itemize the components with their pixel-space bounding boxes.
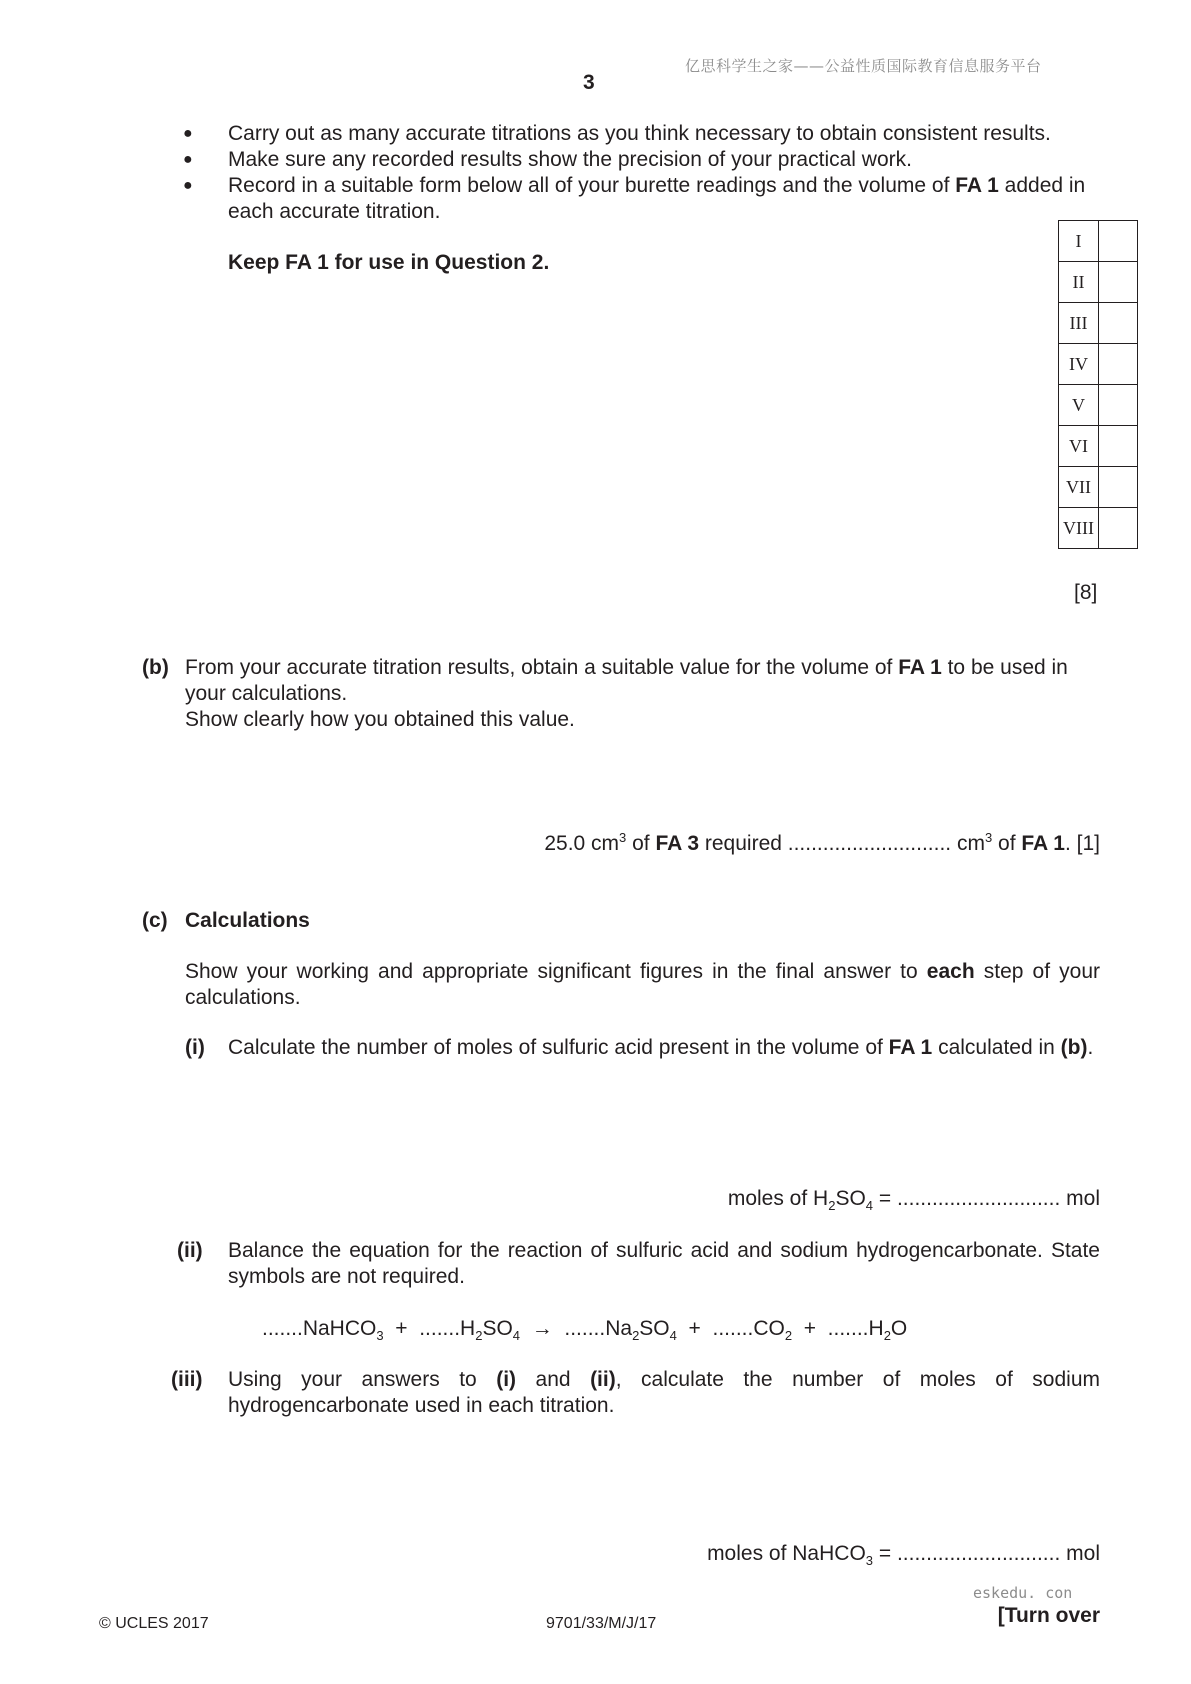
question-text: . [1087, 1036, 1094, 1059]
instruction-list [183, 121, 1103, 225]
fa1-term: FA 1 [955, 174, 999, 197]
subscript: 3 [865, 1553, 874, 1568]
question-text: , calculate the number of moles of sodium hydrogencarbonate used in each titration. [228, 1368, 1100, 1417]
footer-copyright: © UCLES 2017 [99, 1615, 209, 1632]
part-c-label: (c) [142, 909, 168, 932]
part-c-ii-label: (ii) [177, 1239, 203, 1262]
instruction-text: added in each accurate titration. [228, 174, 1086, 223]
bullet-icon: ● [183, 177, 193, 194]
part-b-line-2: Show clearly how you obtained this value. [185, 708, 575, 731]
turn-over-note: [Turn over [997, 1604, 1100, 1627]
arrow-icon: → [520, 1317, 565, 1340]
fa1-term: FA 1 [1021, 832, 1065, 855]
balance-equation [262, 1316, 907, 1342]
mark-grid-label: VII [1059, 467, 1099, 508]
part-b-label: (b) [142, 656, 169, 679]
list-item [183, 147, 1103, 173]
part-c-title: Calculations [185, 909, 310, 932]
mark-grid-label: V [1059, 385, 1099, 426]
answer-blank[interactable]: = ............................ mol [873, 1187, 1100, 1210]
subscript: 2 [475, 1328, 483, 1343]
mark-grid-box [1099, 262, 1138, 303]
answer-text: of [992, 832, 1022, 855]
mark-grid-box [1099, 508, 1138, 549]
answer-blank[interactable]: = ............................ mol [873, 1542, 1100, 1565]
bullet-icon: ● [183, 125, 193, 142]
intro-text: Show your working and appropriate significant figures in the final answer to [185, 960, 927, 983]
mark-grid-box [1099, 344, 1138, 385]
mark-grid-box [1099, 385, 1138, 426]
mark-grid-label: III [1059, 303, 1099, 344]
answer-text: moles of NaHCO [707, 1542, 866, 1565]
part-c-i-label: (i) [185, 1036, 205, 1059]
bullet-icon: ● [183, 151, 193, 168]
emphasis: each [926, 960, 975, 983]
fa1-term: FA 1 [898, 656, 942, 679]
part-c-ii-text: Balance the equation for the reaction of sulfuric acid and sodium hydrogencarbonate. State symbols are not required. [228, 1239, 1100, 1288]
plus-sign: + [676, 1317, 713, 1340]
question-text: Calculate the number of moles of sulfuric acid present in the volume of [228, 1036, 889, 1059]
part-reference: (b) [1060, 1036, 1088, 1059]
mark-grid-box [1099, 467, 1138, 508]
answer-text: of [626, 832, 656, 855]
keep-note: Keep FA 1 for use in Question 2. [228, 251, 550, 274]
list-item [183, 121, 1103, 147]
equation-term[interactable]: .......H [827, 1317, 884, 1340]
superscript: 3 [984, 830, 993, 845]
question-text: and [516, 1368, 591, 1391]
part-b-line: From your accurate titration results, obtain a suitable value for the volume of [185, 656, 899, 679]
plus-sign: + [383, 1317, 420, 1340]
intro-text: step of your calculations. [185, 960, 1100, 1009]
mark-grid-label: II [1059, 262, 1099, 303]
examiner-mark-grid [1058, 220, 1138, 549]
mark-grid-label: I [1059, 221, 1099, 262]
equation-term: SO [639, 1317, 670, 1340]
instruction-text: Make sure any recorded results show the precision of your practical work. [228, 148, 912, 171]
mark-total: [8] [1074, 581, 1098, 604]
subscript: 2 [883, 1328, 891, 1343]
mark-grid-label: IV [1059, 344, 1099, 385]
part-c-i-text [228, 1035, 1100, 1061]
part-c-i-answer-line [728, 1186, 1100, 1212]
plus-sign: + [792, 1317, 828, 1340]
part-reference: (ii) [590, 1368, 616, 1391]
mark-grid-label: VI [1059, 426, 1099, 467]
part-b-line: to be used in your calculations. [185, 656, 1068, 705]
mark-grid-box [1099, 426, 1138, 467]
equation-term[interactable]: .......CO [712, 1317, 785, 1340]
header-watermark: 亿思科学生之家——公益性质国际教育信息服务平台 [685, 57, 1042, 75]
part-reference: (i) [496, 1368, 517, 1391]
equation-term: O [890, 1317, 908, 1340]
list-item [183, 173, 1103, 225]
subscript: 4 [865, 1198, 874, 1213]
footer-paper-code: 9701/33/M/J/17 [546, 1615, 657, 1632]
superscript: 3 [619, 830, 627, 845]
answer-text: moles of H [727, 1187, 829, 1210]
subscript: 4 [512, 1328, 521, 1343]
mark-grid-label: VIII [1059, 508, 1099, 549]
part-c-intro [185, 959, 1100, 1011]
answer-text: SO [835, 1187, 866, 1210]
page-number: 3 [583, 71, 595, 94]
instruction-text: Record in a suitable form below all of your burette readings and the volume of [228, 174, 956, 197]
part-b-answer-line [544, 831, 1100, 857]
part-c-iii-text [228, 1367, 1100, 1419]
part-c-iii-answer-line [707, 1541, 1100, 1567]
subscript: 2 [784, 1328, 793, 1343]
instruction-text: Carry out as many accurate titrations as you think necessary to obtain consistent results. [228, 122, 1051, 145]
answer-blank[interactable]: required ............................ cm [699, 832, 985, 855]
answer-text: 25.0 cm [544, 832, 620, 855]
question-text: Using your answers to [228, 1368, 497, 1391]
equation-term[interactable]: .......H [419, 1317, 476, 1340]
footer-watermark: eskedu. con [973, 1584, 1073, 1602]
subscript: 3 [376, 1328, 384, 1343]
question-text: calculated in [932, 1036, 1061, 1059]
mark-grid-box [1099, 221, 1138, 262]
fa3-term: FA 3 [655, 832, 700, 855]
subscript: 4 [669, 1328, 677, 1343]
part-c-iii-label: (iii) [171, 1368, 203, 1391]
equation-term[interactable]: .......NaHCO [262, 1317, 377, 1340]
equation-term[interactable]: .......Na [564, 1317, 633, 1340]
equation-term: SO [482, 1317, 513, 1340]
mark-allocation: . [1] [1064, 832, 1100, 855]
subscript: 2 [828, 1198, 836, 1213]
subscript: 2 [632, 1328, 640, 1343]
mark-grid-box [1099, 303, 1138, 344]
part-b-text [185, 655, 1100, 733]
fa1-term: FA 1 [888, 1036, 933, 1059]
